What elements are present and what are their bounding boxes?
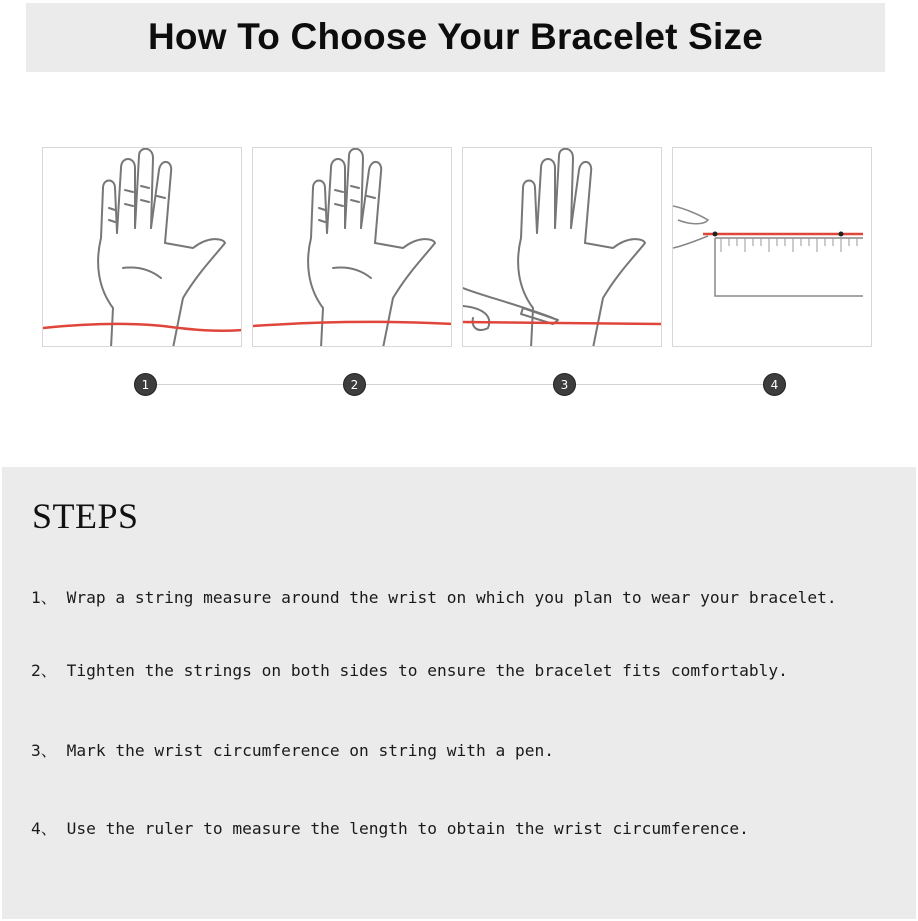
step-timeline [145,384,775,385]
step-marker-2: 2 [343,373,366,396]
hand-string-icon [43,148,242,347]
step-item-2: 2、 Tighten the strings on both sides to ensure the bracelet fits comfortably. [31,661,788,680]
step-marker-3: 3 [553,373,576,396]
panel-measure-ruler [672,147,872,347]
step-marker-1: 1 [134,373,157,396]
panel-tighten-string [252,147,452,347]
step-item-4: 4、 Use the ruler to measure the length to obtain the wrist circumference. [31,819,749,838]
page-title: How To Choose Your Bracelet Size [148,16,763,57]
panel-wrap-string [42,147,242,347]
steps-section [2,467,916,919]
panel-mark-string [462,147,662,347]
ruler-icon [673,148,872,347]
hand-tighten-icon [253,148,452,347]
step-marker-4: 4 [763,373,786,396]
step-item-1: 1、 Wrap a string measure around the wrist on which you plan to wear your bracelet. [31,588,837,607]
hand-pen-icon [463,148,662,347]
step-item-3: 3、 Mark the wrist circumference on string with a pen. [31,741,554,760]
steps-heading: STEPS [32,496,139,536]
title-bar [26,3,885,72]
